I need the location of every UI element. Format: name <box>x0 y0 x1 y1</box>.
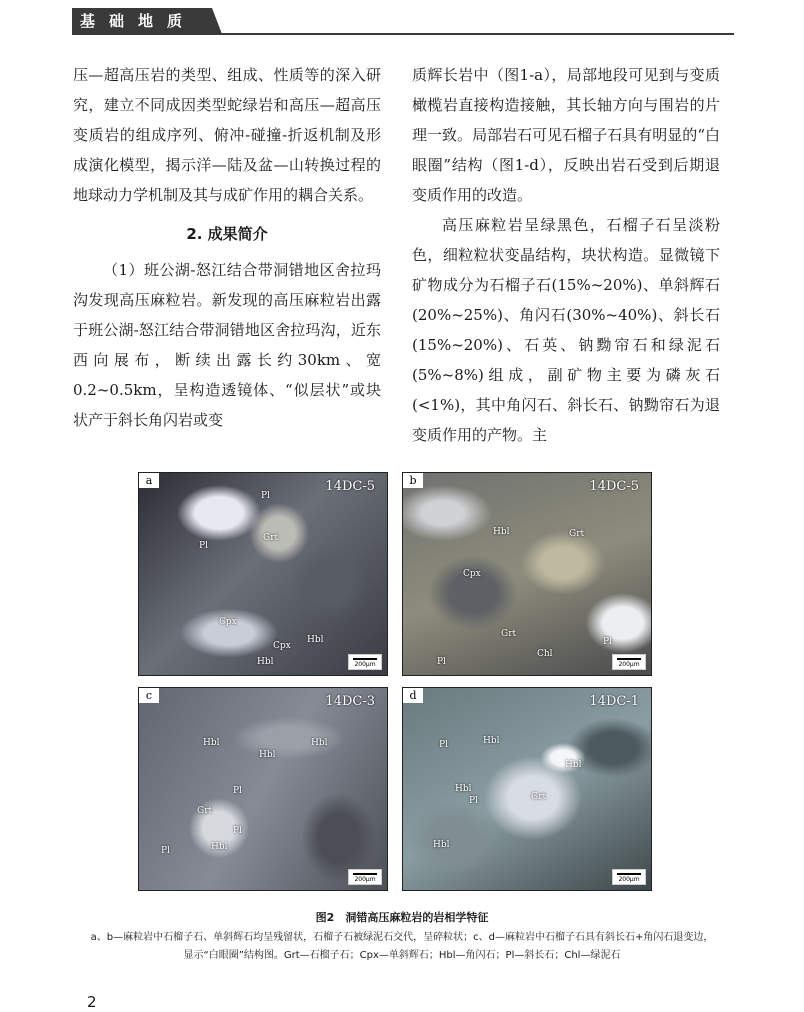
left-paragraph-1: 压—超高压岩的类型、组成、性质等的深入研究，建立不同成因类型蛇绿岩和高压—超高压变质岩的组成序列、俯冲-碰撞-折返机制及形成演化模型，揭示洋—陆及盆—山转换过程的地球动力学机制及其与成矿作用的耦合关系。 <box>73 66 381 204</box>
mineral-label: Hbl <box>493 527 510 537</box>
sample-id: 14DC-5 <box>589 479 639 494</box>
page-number: 2 <box>87 993 97 1011</box>
sample-id: 14DC-3 <box>325 694 375 709</box>
mineral-label: Hbl <box>311 738 328 748</box>
scale-label: 200μm <box>618 661 640 668</box>
mineral-label: Pl <box>233 826 242 836</box>
mineral-label: Grt <box>569 529 585 539</box>
mineral-label: Grt <box>263 533 279 543</box>
scale-bar <box>612 869 646 885</box>
right-paragraph-1: 质辉长岩中（图1-a），局部地段可见到与变质橄榄岩直接构造接触，其长轴方向与围岩的片理一致。局部岩石可见石榴子石具有明显的“白眼圈”结构（图1-d），反映出岩石受到后期退变质作用的改造。 <box>412 66 720 204</box>
mineral-label: Hbl <box>433 840 450 850</box>
left-paragraph-2: （1）班公湖-怒江结合带洞错地区舍拉玛沟发现高压麻粒岩。新发现的高压麻粒岩出露于班公湖-怒江结合带洞错地区舍拉玛沟，近东西向展布，断续出露长约30km、宽0.2~0.5km，呈构造透镜体、“似层状”或块状产于斜长角闪岩或变 <box>73 261 381 429</box>
micrograph-panel-b <box>402 472 652 676</box>
panel-letter: d <box>403 688 423 703</box>
mineral-label: Chl <box>537 649 553 659</box>
mineral-label: Pl <box>437 657 446 667</box>
right-paragraph-2: 高压麻粒岩呈绿黑色，石榴子石呈淡粉色，细粒粒状变晶结构，块状构造。显微镜下矿物成分为石榴子石(15%~20%)、单斜辉石(20%~25%)、角闪石(30%~40%)、斜长石(15%~20%)、石英、钠黝帘石和绿泥石(5%~8%)组成，副矿物主要为磷灰石(<1%)，其中角闪石、斜长石、钠黝帘石为退变质作用的产物。主 <box>412 216 720 444</box>
panel-letter: c <box>139 688 159 703</box>
micrograph-panel-a <box>138 472 388 676</box>
mineral-label: Hbl <box>483 736 500 746</box>
figure-caption-text: a、b—麻粒岩中石榴子石、单斜辉石均呈残留状，石榴子石被绿泥石交代，呈碎粒状；c、d—麻粒岩中石榴子石具有斜长石+角闪石退变边，显示“白眼圈”结构图。Grt—石榴子石；Cpx—单斜辉石；Hbl—角闪石；Pl—斜长石；Chl—绿泥石 <box>90 932 714 961</box>
panel-letter: b <box>403 473 423 488</box>
mineral-label: Hbl <box>259 750 276 760</box>
scale-label: 200μm <box>354 661 376 668</box>
mineral-label: Cpx <box>219 617 237 627</box>
panel-letter: a <box>139 473 159 488</box>
mineral-label: Pl <box>439 740 448 750</box>
right-column <box>412 60 720 450</box>
left-column <box>73 60 381 435</box>
section-title: 2. 成果简介 <box>186 225 268 243</box>
mineral-label: Cpx <box>463 569 481 579</box>
header-rule <box>72 33 734 35</box>
sample-id: 14DC-5 <box>325 479 375 494</box>
mineral-label: Hbl <box>203 738 220 748</box>
mineral-label: Cpx <box>273 641 291 651</box>
scale-bar <box>348 869 382 885</box>
mineral-label: Pl <box>161 846 170 856</box>
scale-label: 200μm <box>618 876 640 883</box>
mineral-label: Pl <box>603 637 612 647</box>
mineral-label: Pl <box>469 796 478 806</box>
scale-bar <box>348 654 382 670</box>
mineral-label: Grt <box>531 792 547 802</box>
mineral-label: Hbl <box>257 657 274 667</box>
mineral-label: Hbl <box>565 760 582 770</box>
mineral-label: Pl <box>261 491 270 501</box>
mineral-label: Grt <box>501 629 517 639</box>
figure-caption-title: 图2 洞错高压麻粒岩的岩相学特征 <box>315 911 489 924</box>
mineral-label: Grt <box>197 806 213 816</box>
micrograph-panel-d <box>402 687 652 891</box>
mineral-label: Hbl <box>455 784 472 794</box>
scale-bar <box>612 654 646 670</box>
scale-label: 200μm <box>354 876 376 883</box>
micrograph-panel-c <box>138 687 388 891</box>
mineral-label: Pl <box>199 541 208 551</box>
section-header: 基础地质 <box>80 12 197 30</box>
mineral-label: Hbl <box>211 842 228 852</box>
mineral-label: Pl <box>233 786 242 796</box>
mineral-label: Hbl <box>307 635 324 645</box>
sample-id: 14DC-1 <box>589 694 639 709</box>
